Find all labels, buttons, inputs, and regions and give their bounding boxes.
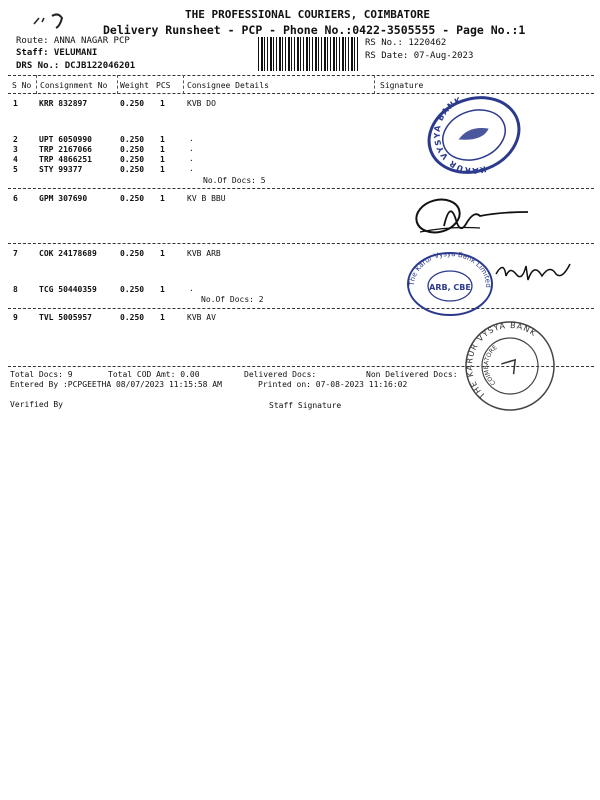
row-9-pcs: 1 xyxy=(160,313,165,322)
svg-text:THE KARUR VYSYA BANK xyxy=(462,318,540,401)
row-4-weight: 0.250 xyxy=(120,155,145,164)
signature-row-7 xyxy=(492,252,576,286)
printed-on: Printed on: 07-08-2023 11:16:02 xyxy=(258,380,408,389)
staff-signature: Staff Signature xyxy=(269,401,342,410)
route: Route: ANNA NAGAR PCP xyxy=(16,36,130,46)
row-4-consignee: . xyxy=(189,154,194,163)
row-1-consignment: KRR 832897 xyxy=(39,99,88,108)
rs-date: RS Date: 07-Aug-2023 xyxy=(365,51,474,61)
total-docs: Total Docs: 9 xyxy=(10,370,73,379)
row-3-sno: 3 xyxy=(13,145,18,154)
row-5-weight: 0.250 xyxy=(120,165,145,174)
row-5-consignee: . xyxy=(189,164,194,173)
col-header-pcs: PCS xyxy=(156,81,171,90)
non-delivered-docs: Non Delivered Docs: xyxy=(366,370,458,379)
row-3-weight: 0.250 xyxy=(120,145,145,154)
col-header-signature: Signature xyxy=(380,81,424,90)
row-2-consignment: UPT 6050990 xyxy=(39,135,92,144)
delivered-docs: Delivered Docs: xyxy=(244,370,317,379)
row-1-consignee: KVB DO xyxy=(187,99,216,108)
total-cod-amount: Total COD Amt: 0.00 xyxy=(108,370,200,379)
row-9-sno: 9 xyxy=(13,313,18,322)
staff: Staff: VELUMANI xyxy=(16,48,98,58)
row-5-sno: 5 xyxy=(13,165,18,174)
row-8-pcs: 1 xyxy=(160,285,165,294)
svg-text:COIMBATORE xyxy=(472,344,515,387)
row-6-sno: 6 xyxy=(13,194,18,203)
row-6-weight: 0.250 xyxy=(120,194,145,203)
col-header-sno: S No xyxy=(12,81,32,90)
col-header-weight: Weight xyxy=(120,81,149,90)
verified-by: Verified By xyxy=(10,400,63,409)
row-6-pcs: 1 xyxy=(160,194,165,203)
row-5-consignment: STY 99377 xyxy=(39,165,83,174)
row-8-consignment: TCG 50440359 xyxy=(39,285,97,294)
row-8-sno: 8 xyxy=(13,285,18,294)
row-7-pcs: 1 xyxy=(160,249,165,258)
row-2-weight: 0.250 xyxy=(120,135,145,144)
stamp-bottom-city-text: COIMBATORE xyxy=(482,344,499,387)
stamp-arb-ring-text: The Karur Vysya Bank Limited xyxy=(407,249,493,288)
group-2-docs-count: No.Of Docs: 2 xyxy=(201,295,264,304)
row-9-consignment: TVL 5005957 xyxy=(39,313,92,322)
row-1-weight: 0.250 xyxy=(120,99,145,108)
row-2-pcs: 1 xyxy=(160,135,165,144)
row-5-pcs: 1 xyxy=(160,165,165,174)
signature-row-6 xyxy=(412,196,532,242)
row-8-weight: 0.250 xyxy=(120,285,145,294)
col-header-consignment: Consignment No xyxy=(40,81,108,90)
row-4-sno: 4 xyxy=(13,155,18,164)
row-3-pcs: 1 xyxy=(160,145,165,154)
col-header-consignee: Consignee Details xyxy=(187,81,269,90)
row-4-pcs: 1 xyxy=(160,155,165,164)
row-6-consignee: KV B BBU xyxy=(187,194,226,203)
row-9-consignee: KVB AV xyxy=(187,313,216,322)
row-4-consignment: TRP 4866251 xyxy=(39,155,92,164)
bank-stamp-bottom xyxy=(462,318,558,418)
row-3-consignment: TRP 2167066 xyxy=(39,145,92,154)
stamp-arb-center-text: ARB, CBE xyxy=(429,283,471,292)
pen-mark-icon xyxy=(30,10,70,32)
runsheet-title: Delivery Runsheet - PCP - Phone No.:0422-3505555 - Page No.:1 xyxy=(103,23,526,37)
row-7-consignment: COK 24178689 xyxy=(39,249,97,258)
row-8-consignee: . xyxy=(189,284,194,293)
rs-number: RS No.: 1220462 xyxy=(365,38,447,48)
stamp-bottom-ring-text: THE KARUR VYSYA BANK xyxy=(464,320,539,401)
bank-stamp-arb xyxy=(404,248,496,322)
company-name: THE PROFESSIONAL COURIERS, COIMBATORE xyxy=(185,8,431,21)
row-6-consignment: GPM 307690 xyxy=(39,194,88,203)
row-3-consignee: . xyxy=(189,144,194,153)
group-1-docs-count: No.Of Docs: 5 xyxy=(203,176,266,185)
row-2-consignee: . xyxy=(189,134,194,143)
row-9-weight: 0.250 xyxy=(120,313,145,322)
drs-number: DRS No.: DCJB122046201 xyxy=(16,61,136,71)
row-7-consignee: KVB ARB xyxy=(187,249,221,258)
stamp-top-ring-text: KARUR VYSYA BANK xyxy=(432,95,488,176)
row-1-sno: 1 xyxy=(13,99,18,108)
entered-by: Entered By :PCPGEETHA 08/07/2023 11:15:58 AM xyxy=(10,380,222,389)
row-1-pcs: 1 xyxy=(160,99,165,108)
bank-stamp-top xyxy=(424,94,524,180)
row-2-sno: 2 xyxy=(13,135,18,144)
barcode xyxy=(258,37,358,71)
row-7-sno: 7 xyxy=(13,249,18,258)
row-7-weight: 0.250 xyxy=(120,249,145,258)
